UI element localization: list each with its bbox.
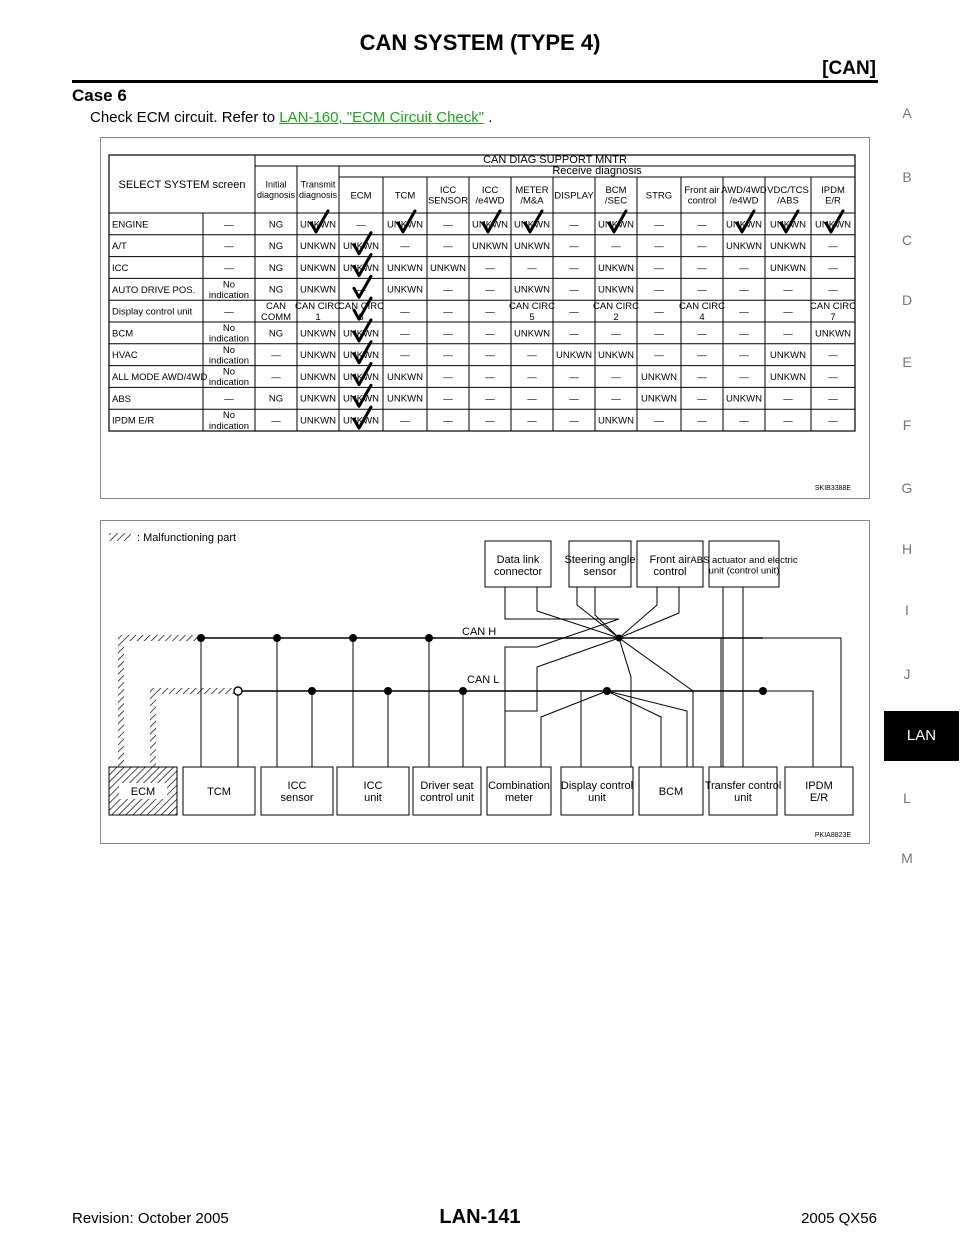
side-index-letter[interactable]: H <box>901 541 913 557</box>
table-cell: UNKWN <box>300 350 336 362</box>
table-cell: — <box>654 328 664 340</box>
table-group-header: CAN DIAG SUPPORT MNTR <box>483 154 627 166</box>
row-initial-cell: No indication <box>208 323 250 345</box>
table-cell: — <box>697 219 707 231</box>
table-cell: UNKWN <box>770 262 806 274</box>
harness-wire <box>619 587 657 767</box>
table-cell: UNKWN <box>598 262 634 274</box>
instruction-text <box>90 109 492 126</box>
table-cell: NG <box>268 219 284 231</box>
row-system-name: ALL MODE AWD/4WD <box>112 372 208 383</box>
table-cell: — <box>611 393 621 405</box>
table-cell: CAN COMM <box>260 301 292 323</box>
table-cell: NG <box>268 393 284 405</box>
table-cell: CAN CIRC 3 <box>338 301 384 323</box>
row-initial-cell: — <box>224 219 234 231</box>
figure-code: SKIB3388E <box>814 485 852 492</box>
can-h-junction <box>273 634 281 642</box>
can-l-junction <box>603 687 611 695</box>
table-cell: — <box>739 306 749 318</box>
table-cell: — <box>527 371 537 383</box>
table-cell: — <box>783 393 793 405</box>
bottom-unit-label: ICC unit <box>363 779 383 805</box>
bottom-unit-label: Driver seat control unit <box>420 779 474 805</box>
table-cell: — <box>443 328 453 340</box>
can-h-junction <box>616 635 623 642</box>
table-cell: UNKWN <box>300 328 336 340</box>
table-cell: CAN CIRC 5 <box>509 301 555 323</box>
table-sub-header: Receive diagnosis <box>552 165 642 177</box>
row-initial-cell: — <box>224 241 234 253</box>
table-cell: — <box>271 371 281 383</box>
col-header-initial: Initial diagnosis <box>256 179 296 200</box>
harness-wire <box>595 587 619 638</box>
harness-wire <box>763 638 841 767</box>
row-system-name: IPDM E/R <box>112 415 155 427</box>
table-cell: — <box>611 241 621 253</box>
can-diag-table-figure <box>100 137 870 499</box>
table-cell: UNKWN <box>514 241 550 253</box>
harness-wire <box>505 587 619 767</box>
row-initial-cell: No indication <box>208 410 250 432</box>
table-cell: UNKWN <box>641 393 677 405</box>
col-header-receive: BCM /SEC <box>604 185 628 207</box>
table-cell: — <box>271 415 281 427</box>
table-cell: UNKWN <box>343 350 379 362</box>
table-cell: — <box>569 371 579 383</box>
can-diag-table <box>101 138 869 498</box>
table-cell: — <box>527 393 537 405</box>
can-h-junction <box>349 634 357 642</box>
col-header-receive: IPDM E/R <box>821 185 845 207</box>
table-cell: UNKWN <box>726 219 762 231</box>
col-header-receive: METER /M&A <box>515 185 549 207</box>
table-cell: UNKWN <box>300 371 336 383</box>
row-system-name: Display control unit <box>112 306 193 318</box>
table-cell: — <box>569 306 579 318</box>
header-rule <box>72 80 878 83</box>
row-system-name: HVAC <box>112 350 138 362</box>
table-cell: — <box>271 350 281 362</box>
col-header-receive: AWD/4WD /e4WD <box>721 185 767 207</box>
table-cell: — <box>654 262 664 274</box>
top-unit-label: Front air control <box>649 553 691 579</box>
table-cell: NG <box>268 241 284 253</box>
row-system-name: BCM <box>112 328 134 340</box>
table-cell: — <box>654 350 664 362</box>
table-cell: — <box>828 262 838 274</box>
table-cell: UNKWN <box>815 219 851 231</box>
table-cell: UNKWN <box>726 393 762 405</box>
top-unit-label: Data link connector <box>493 553 543 579</box>
table-cell: — <box>400 415 410 427</box>
table-cell: UNKWN <box>343 328 379 340</box>
side-index-letter[interactable]: L <box>903 790 911 806</box>
table-cell: UNKWN <box>300 393 336 405</box>
table-cell: UNKWN <box>770 350 806 362</box>
table-cell: — <box>485 262 495 274</box>
table-cell: — <box>739 328 749 340</box>
table-cell: — <box>611 328 621 340</box>
table-cell: UNKWN <box>556 350 592 362</box>
side-index-letter[interactable]: G <box>901 480 913 496</box>
col-header-receive: Front air control <box>684 185 720 207</box>
footer-model: 2005 QX56 <box>801 1210 877 1227</box>
table-cell: — <box>783 306 793 318</box>
bottom-unit-label: Combination meter <box>488 779 550 805</box>
table-corner-label: SELECT SYSTEM screen <box>118 179 246 191</box>
bottom-unit-label: ICC sensor <box>280 779 314 805</box>
table-cell: — <box>485 284 495 296</box>
table-cell: — <box>569 328 579 340</box>
table-cell: — <box>443 393 453 405</box>
table-cell: — <box>400 306 410 318</box>
can-h-label: CAN H <box>462 626 497 638</box>
table-cell: — <box>739 284 749 296</box>
harness-wire <box>577 587 721 767</box>
table-cell: — <box>443 306 453 318</box>
table-cell: UNKWN <box>598 350 634 362</box>
table-cell: UNKWN <box>598 284 634 296</box>
col-header-receive: DISPLAY <box>554 190 594 202</box>
col-header-receive: STRG <box>645 190 673 202</box>
col-header-transmit: Transmit diagnosis <box>298 179 338 200</box>
table-cell: UNKWN <box>514 328 550 340</box>
table-cell: — <box>783 328 793 340</box>
table-cell: — <box>654 219 664 231</box>
table-cell: — <box>527 350 537 362</box>
table-cell: — <box>697 328 707 340</box>
table-cell: UNKWN <box>598 415 634 427</box>
table-cell: — <box>485 328 495 340</box>
table-cell: — <box>569 262 579 274</box>
harness-wire <box>505 587 619 767</box>
table-cell: — <box>697 350 707 362</box>
table-cell: UNKWN <box>430 262 466 274</box>
table-cell: UNKWN <box>300 241 336 253</box>
row-initial-cell: — <box>224 262 234 274</box>
can-h-junction <box>425 634 433 642</box>
table-cell: UNKWN <box>770 241 806 253</box>
row-system-name: ABS <box>112 393 132 405</box>
table-cell: — <box>356 219 366 231</box>
harness-wire <box>763 691 813 767</box>
can-h-junction <box>197 634 205 642</box>
bottom-unit-label: Transfer control unit <box>704 779 782 805</box>
instruction-suffix: . <box>484 109 493 126</box>
figure-code: PKIA8823E <box>814 832 852 839</box>
can-diagram-figure <box>100 520 870 844</box>
table-cell: — <box>356 284 366 296</box>
table-cell: — <box>783 284 793 296</box>
table-cell: UNKWN <box>770 371 806 383</box>
table-cell: — <box>739 350 749 362</box>
table-cell: — <box>654 284 664 296</box>
legend-hatch-swatch <box>109 533 131 541</box>
table-cell: — <box>697 415 707 427</box>
table-cell: — <box>443 219 453 231</box>
harness-wire <box>541 691 607 767</box>
col-header-receive: VDC/TCS /ABS <box>767 185 809 207</box>
table-cell: — <box>485 306 495 318</box>
table-cell: — <box>697 284 707 296</box>
table-cell: — <box>443 284 453 296</box>
table-cell: UNKWN <box>387 262 423 274</box>
table-cell: NG <box>268 262 284 274</box>
row-system-name: AUTO DRIVE POS. <box>112 284 196 296</box>
can-l-break-point <box>234 687 242 695</box>
table-cell: NG <box>268 284 284 296</box>
harness-wire <box>619 587 693 767</box>
diagram-content <box>109 532 853 839</box>
row-system-name: ICC <box>112 263 129 274</box>
can-l-label: CAN L <box>467 674 500 686</box>
can-l-junction <box>384 687 392 695</box>
table-cell: UNKWN <box>343 393 379 405</box>
table-cell: UNKWN <box>472 219 508 231</box>
instruction-prefix: Check ECM circuit. Refer to <box>90 109 280 126</box>
table-cell: — <box>697 371 707 383</box>
table-cell: — <box>654 306 664 318</box>
bottom-unit-label: ECM <box>130 785 156 798</box>
row-initial-cell: No indication <box>208 366 250 389</box>
table-cell: UNKWN <box>598 219 634 231</box>
bottom-unit-label: TCM <box>207 785 231 798</box>
table-cell: UNKWN <box>387 284 423 296</box>
legend-text: : Malfunctioning part <box>137 532 237 544</box>
table-cell: — <box>739 415 749 427</box>
table-cell: — <box>400 328 410 340</box>
table-cell: — <box>485 393 495 405</box>
table-cell: — <box>485 350 495 362</box>
table-cell: UNKWN <box>387 219 423 231</box>
table-cell: — <box>611 371 621 383</box>
side-index-label-active: LAN <box>906 727 937 744</box>
table-cell: UNKWN <box>387 393 423 405</box>
can-l-junction <box>759 687 767 695</box>
table-cell: — <box>828 350 838 362</box>
side-index-letter[interactable]: D <box>901 292 913 308</box>
row-system-name: ENGINE <box>112 219 149 231</box>
table-cell: — <box>739 262 749 274</box>
table-cell: — <box>739 371 749 383</box>
table-cell: UNKWN <box>343 241 379 253</box>
side-index-letter[interactable]: J <box>903 666 911 682</box>
side-index-letter[interactable]: E <box>902 354 912 370</box>
can-wiring-diagram <box>101 521 869 843</box>
malfunction-can-h-path <box>121 638 201 767</box>
table-cell: CAN CIRC 7 <box>810 301 856 323</box>
table-cell: — <box>828 393 838 405</box>
section-tag: [CAN] <box>822 58 876 79</box>
malfunction-can-l-path <box>153 691 238 767</box>
table-cell: UNKWN <box>343 371 379 383</box>
table-cell: UNKWN <box>343 415 379 427</box>
table-cell: — <box>443 241 453 253</box>
table-cell: — <box>569 393 579 405</box>
row-initial-cell: — <box>224 393 234 405</box>
can-l-junction <box>459 687 467 695</box>
top-unit-label: ABS actuator and electric unit (control unit) <box>690 555 798 577</box>
table-cell: — <box>527 262 537 274</box>
harness-wire <box>607 691 687 767</box>
bottom-unit-label: IPDM E/R <box>805 779 833 805</box>
col-header-receive: ECM <box>350 190 372 202</box>
table-cell: UNKWN <box>641 371 677 383</box>
case-heading: Case 6 <box>72 86 127 105</box>
table-cell: UNKWN <box>300 219 336 231</box>
table-cell: — <box>443 415 453 427</box>
footer-page-number: LAN-141 <box>439 1206 521 1228</box>
table-cell: UNKWN <box>514 284 550 296</box>
row-initial-cell: No indication <box>208 344 250 367</box>
table-cell: CAN CIRC 4 <box>679 301 725 323</box>
harness-wire <box>581 691 607 767</box>
table-cell: — <box>443 371 453 383</box>
table-cell: CAN CIRC 1 <box>295 301 341 323</box>
table-cell: — <box>569 241 579 253</box>
row-initial-cell: No indication <box>208 279 250 302</box>
table-cell: UNKWN <box>300 262 336 274</box>
table-cell: UNKWN <box>343 262 379 274</box>
table-cell: — <box>697 262 707 274</box>
page-title: CAN SYSTEM (TYPE 4) <box>359 30 601 55</box>
col-header-receive: TCM <box>394 190 416 202</box>
table-cell: — <box>654 241 664 253</box>
table-cell: — <box>828 241 838 253</box>
bottom-unit-label: BCM <box>658 785 684 798</box>
table-cell: UNKWN <box>300 415 336 427</box>
side-index-letter[interactable]: M <box>901 850 913 866</box>
table-cell: UNKWN <box>514 219 550 231</box>
side-index-letter[interactable]: F <box>902 417 912 433</box>
ecm-circuit-check-link[interactable]: LAN-160, "ECM Circuit Check" <box>279 109 485 126</box>
table-cell: UNKWN <box>387 371 423 383</box>
col-header-receive: ICC SENSOR <box>427 185 469 207</box>
table-cell: — <box>828 415 838 427</box>
top-unit-label: Steering angle sensor <box>564 553 636 579</box>
table-cell: — <box>828 371 838 383</box>
table-cell: — <box>569 415 579 427</box>
table-cell: — <box>400 241 410 253</box>
table-cell: — <box>400 350 410 362</box>
table-cell: — <box>443 350 453 362</box>
row-system-name: A/T <box>112 241 127 253</box>
table-cell: — <box>783 415 793 427</box>
side-index-letter[interactable]: I <box>905 602 909 618</box>
side-index-letter[interactable]: A <box>902 105 912 121</box>
table-cell: — <box>697 241 707 253</box>
bottom-unit-label: Display control unit <box>560 779 634 805</box>
table-cell: — <box>485 371 495 383</box>
table-cell: UNKWN <box>815 328 851 340</box>
table-cell: UNKWN <box>300 284 336 296</box>
table-cell: — <box>828 284 838 296</box>
can-l-junction <box>308 687 316 695</box>
table-cell: UNKWN <box>770 219 806 231</box>
table-cell: UNKWN <box>726 241 762 253</box>
table-cell: — <box>527 415 537 427</box>
row-initial-cell: — <box>224 306 234 318</box>
side-index-letter[interactable]: C <box>901 232 913 248</box>
table-cell: — <box>485 415 495 427</box>
table-cell: — <box>697 393 707 405</box>
table-cell: CAN CIRC 2 <box>593 301 639 323</box>
table-cell: UNKWN <box>472 241 508 253</box>
footer-revision: Revision: October 2005 <box>72 1210 229 1227</box>
table-cell: — <box>569 219 579 231</box>
side-index-letter[interactable]: B <box>902 169 912 185</box>
col-header-receive: ICC /e4WD <box>475 185 505 207</box>
table-cell: — <box>654 415 664 427</box>
table-cell: NG <box>268 328 284 340</box>
table-cell: — <box>569 284 579 296</box>
